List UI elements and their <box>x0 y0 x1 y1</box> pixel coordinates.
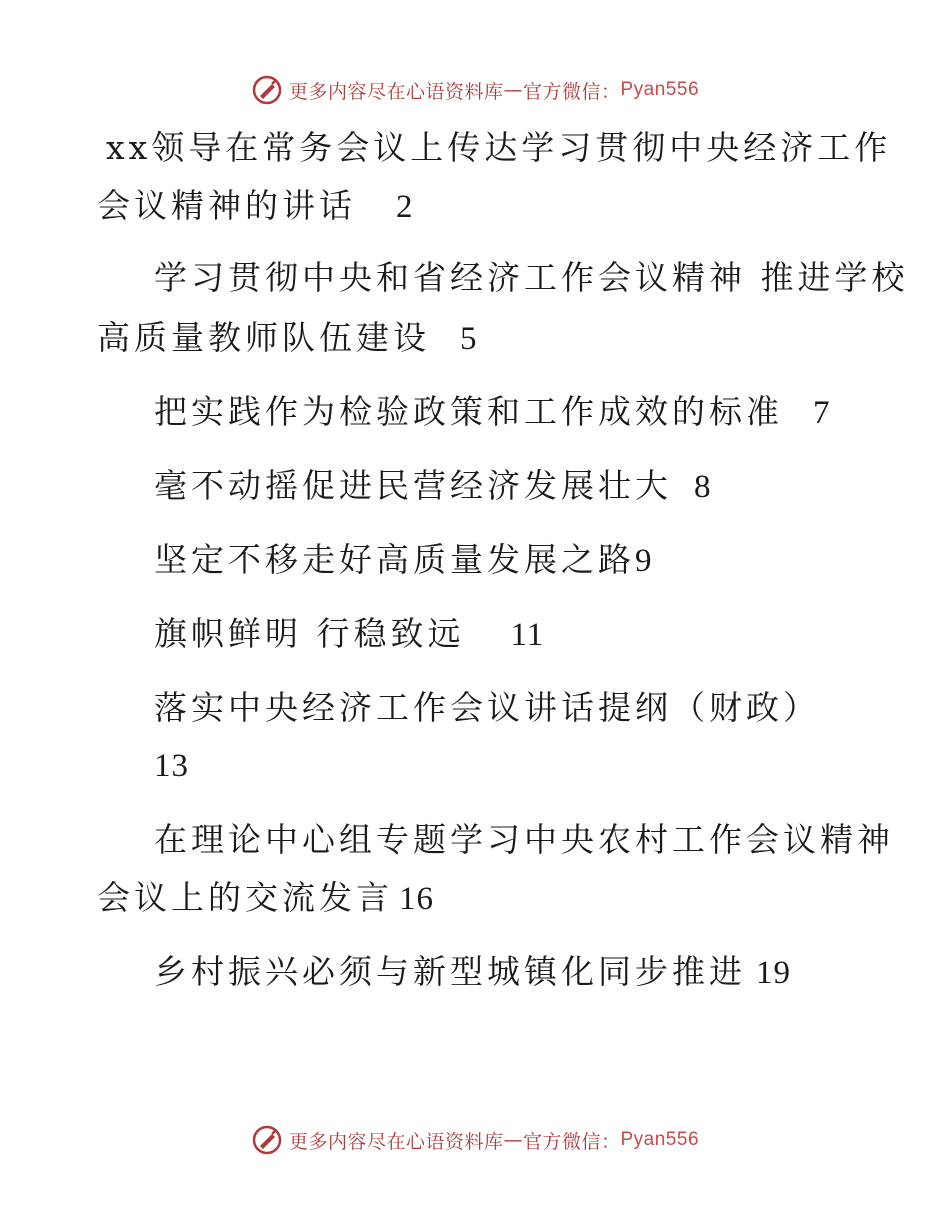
pen-logo-icon <box>251 1124 283 1156</box>
toc-entry-page-number: 16 <box>399 881 434 917</box>
watermark-text: 更多内容尽在心语资料库 <box>288 80 504 103</box>
toc-entry-title-line: 乡村振兴必须与新型城镇化同步推进 <box>154 952 746 991</box>
toc-entry-title-line <box>154 392 831 433</box>
pen-logo-icon <box>251 74 283 106</box>
toc-entry-title-line <box>154 952 791 993</box>
toc-entry-page-number: 8 <box>694 469 712 505</box>
toc-entry-title-line: 在理论中心组专题学习中央农村工作会议精神 <box>154 820 894 859</box>
toc-entry-page-number: 5 <box>460 321 478 357</box>
toc-entry-title-line <box>154 540 653 581</box>
toc-entry-page-number: 13 <box>154 748 189 784</box>
toc-entry-page-number: 19 <box>756 955 791 991</box>
toc-entry-title-line: 高质量教师队伍建设 <box>97 318 430 357</box>
watermark-id: Pyan556 <box>620 1129 700 1150</box>
toc-entry-title-line: 坚定不移走好高质量发展之路 <box>154 540 635 579</box>
toc-entry-title-line: 会议精神的讲话 <box>97 186 356 225</box>
toc-entry-title-line: 旗帜鲜明 行稳致远 <box>154 614 465 653</box>
footer-watermark <box>0 1120 950 1160</box>
toc-entry-title-line: 毫不动摇促进民营经济发展壮大 <box>154 466 672 505</box>
toc-entry-title-line <box>97 186 414 227</box>
toc-entry-title-line: 把实践作为检验政策和工作成效的标准 <box>154 392 783 431</box>
toc-entry-page-number: 7 <box>813 395 831 431</box>
toc-entry-page-number: 2 <box>396 189 414 225</box>
toc-entry-title-line <box>97 878 434 919</box>
toc-entry-page-number: 11 <box>510 617 545 653</box>
watermark-id: Pyan556 <box>620 79 700 100</box>
toc-entry-title-line: 落实中央经济工作会议讲话提纲（财政） <box>154 688 820 727</box>
toc-entry-title-line <box>154 614 544 655</box>
watermark-separator: — <box>503 79 523 101</box>
toc-entry-title-line: 会议上的交流发言 <box>97 878 393 917</box>
toc-entry-page-number: 9 <box>635 543 653 579</box>
watermark-wechat-label: 官方微信： <box>522 80 621 103</box>
toc-entry-title-line <box>97 318 478 359</box>
toc-entry-title-line: xx领导在常务会议上传达学习贯彻中央经济工作 <box>106 128 892 167</box>
watermark-separator: — <box>503 1129 523 1151</box>
toc-entry-title-line: 学习贯彻中央和省经济工作会议精神 推进学校 <box>154 258 909 297</box>
watermark-wechat-label: 官方微信： <box>522 1130 621 1153</box>
watermark-text: 更多内容尽在心语资料库 <box>288 1130 504 1153</box>
toc-entry-title-line <box>154 466 712 507</box>
header-watermark <box>0 70 950 110</box>
